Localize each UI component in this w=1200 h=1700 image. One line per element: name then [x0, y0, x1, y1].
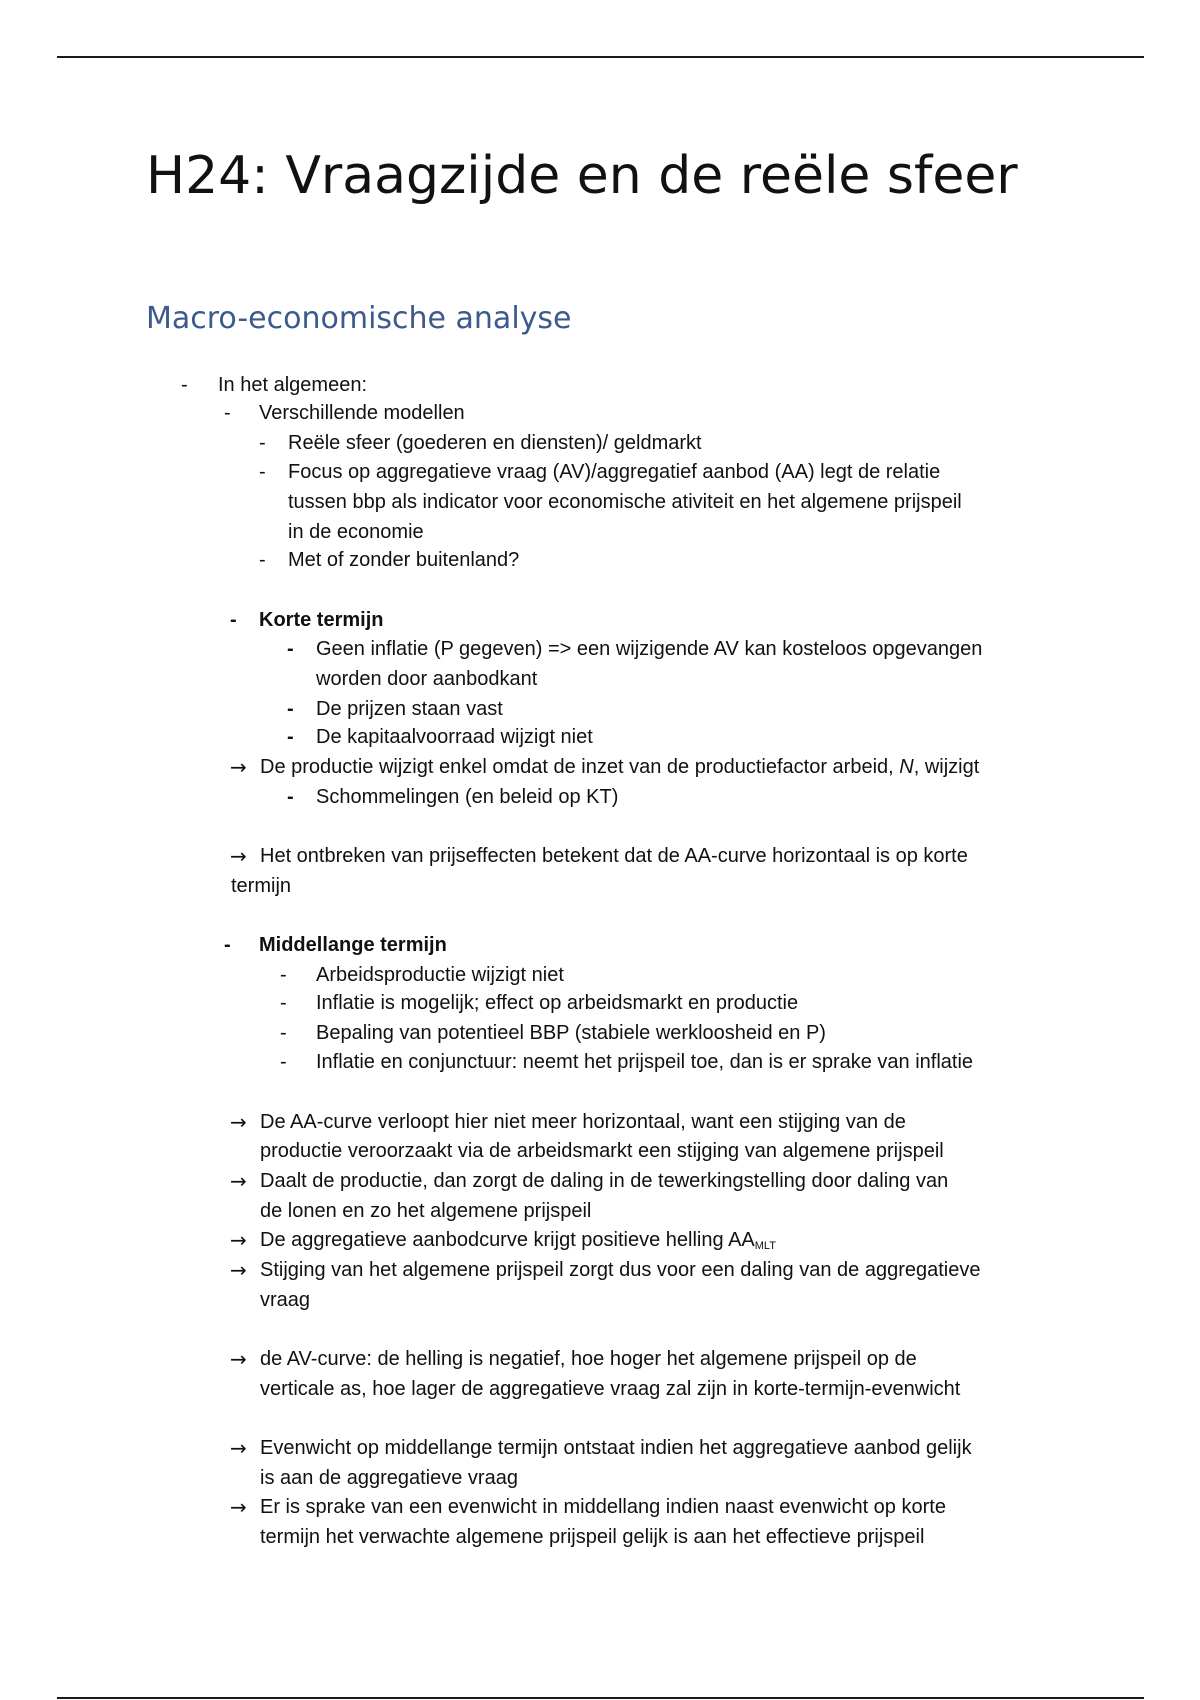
list-item: Inflatie is mogelijk; effect op arbeidsmarkt en productie	[316, 992, 799, 1014]
arrow-icon: →	[230, 844, 247, 868]
section-heading: Macro-economische analyse	[146, 301, 572, 336]
arrow-item-line: Stijging van het algemene prijspeil zorgt dus voor een daling van de aggregatieve	[260, 1259, 981, 1281]
arrow-item-line: verticale as, hoe lager de aggregatieve vraag zal zijn in korte-termijn-evenwicht	[260, 1378, 961, 1400]
arrow-item: De productie wijzigt enkel omdat de inzet van de productiefactor arbeid, N, wijzigt	[260, 756, 980, 778]
arrow-item-line: Er is sprake van een evenwicht in middellang indien naast evenwicht op korte	[260, 1496, 946, 1518]
arrow-icon: →	[230, 755, 247, 779]
top-rule	[57, 56, 1144, 58]
arrow-item-line: de AV-curve: de helling is negatief, hoe hoger het algemene prijspeil op de	[260, 1348, 917, 1370]
arrow-icon: →	[230, 1110, 247, 1134]
list-item: Inflatie en conjunctuur: neemt het prijspeil toe, dan is er sprake van inflatie	[316, 1051, 974, 1073]
short-term-label: Korte termijn	[259, 609, 384, 631]
arrow-icon: →	[230, 1495, 247, 1519]
arrow-item-line: termijn het verwachte algemene prijspeil gelijk is aan het effectieve prijspeil	[260, 1526, 925, 1548]
bullet-dash: -	[287, 698, 294, 720]
bullet-dash: -	[224, 934, 231, 956]
list-item: Schommelingen (en beleid op KT)	[316, 786, 619, 808]
arrow-item-line: Daalt de productie, dan zorgt de daling in de tewerkingstelling door daling van	[260, 1170, 949, 1192]
bullet-dash: -	[259, 461, 266, 483]
general-label: In het algemeen:	[218, 374, 367, 396]
arrow-item-line: productie veroorzaakt via de arbeidsmarkt een stijging van algemene prijspeil	[260, 1140, 944, 1162]
document-title: H24: Vraagzijde en de reële sfeer	[146, 146, 1018, 206]
list-item: De prijzen staan vast	[316, 698, 503, 720]
bullet-dash: -	[280, 1051, 287, 1073]
models-label: Verschillende modellen	[259, 402, 465, 424]
arrow-item-line: Evenwicht op middellange termijn ontstaat indien het aggregatieve aanbod gelijk	[260, 1437, 972, 1459]
bullet-dash: -	[224, 402, 231, 424]
list-item-line: in de economie	[288, 521, 424, 543]
bullet-dash: -	[287, 726, 294, 748]
list-item: Arbeidsproductie wijzigt niet	[316, 964, 564, 986]
arrow-item-line: de lonen en zo het algemene prijspeil	[260, 1200, 592, 1222]
arrow-icon: →	[230, 1169, 247, 1193]
arrow-item-line: De AA-curve verloopt hier niet meer horizontaal, want een stijging van de	[260, 1111, 906, 1133]
bullet-dash: -	[280, 992, 287, 1014]
arrow-item-line: Het ontbreken van prijseffecten betekent dat de AA-curve horizontaal is op korte	[260, 845, 968, 867]
bullet-dash: -	[280, 964, 287, 986]
list-item: Bepaling van potentieel BBP (stabiele werkloosheid en P)	[316, 1022, 826, 1044]
list-item-line: worden door aanbodkant	[316, 668, 538, 690]
list-item: De kapitaalvoorraad wijzigt niet	[316, 726, 593, 748]
arrow-item-line: termijn	[231, 875, 292, 897]
bullet-dash: -	[230, 609, 237, 631]
bullet-dash: -	[287, 786, 294, 808]
arrow-icon: →	[230, 1347, 247, 1371]
list-item: Met of zonder buitenland?	[288, 549, 520, 571]
list-item-line: Geen inflatie (P gegeven) => een wijzigende AV kan kosteloos opgevangen	[316, 638, 983, 660]
arrow-icon: →	[230, 1258, 247, 1282]
bullet-dash: -	[259, 432, 266, 454]
arrow-icon: →	[230, 1436, 247, 1460]
bullet-dash: -	[259, 549, 266, 571]
bullet-dash: -	[280, 1022, 287, 1044]
bullet-dash: -	[181, 374, 188, 396]
arrow-item-line: is aan de aggregatieve vraag	[260, 1467, 518, 1489]
list-item-line: tussen bbp als indicator voor economische ativiteit en het algemene prijspeil	[288, 491, 962, 513]
medium-term-label: Middellange termijn	[259, 934, 447, 956]
arrow-item: De aggregatieve aanbodcurve krijgt positieve helling $AA_{MLT}$	[260, 1229, 776, 1252]
bottom-rule	[57, 1697, 1144, 1699]
list-item-line: Focus op aggregatieve vraag (AV)/aggregatief aanbod (AA) legt de relatie	[288, 461, 941, 483]
arrow-item-line: vraag	[260, 1289, 311, 1311]
bullet-dash: -	[287, 638, 294, 660]
list-item: Reële sfeer (goederen en diensten)/ geldmarkt	[288, 432, 702, 454]
arrow-icon: →	[230, 1228, 247, 1252]
